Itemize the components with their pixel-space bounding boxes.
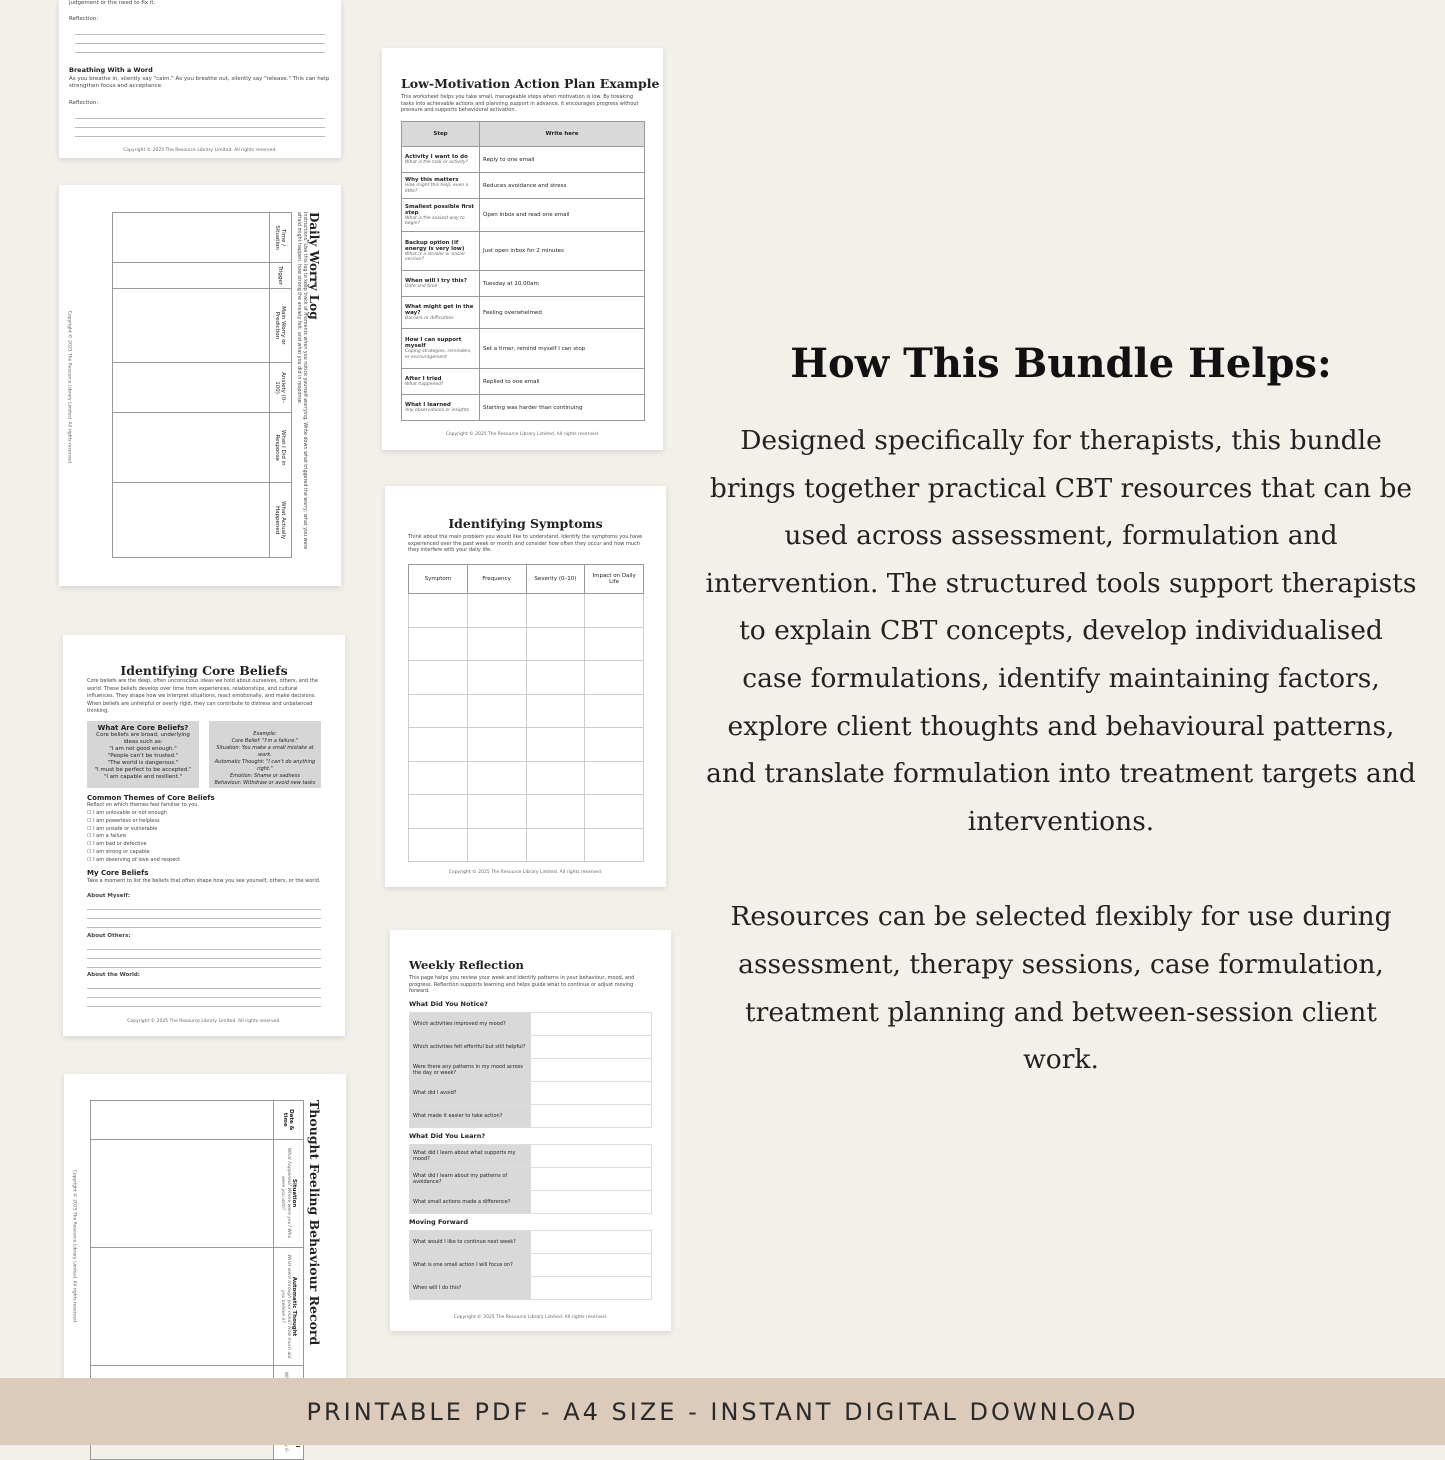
- checkbox-icon: ☐: [87, 848, 94, 855]
- action-plan-step: Backup option (if energy is very low): [405, 239, 465, 252]
- theme-label: I am unlovable or not enough: [93, 810, 168, 816]
- weekly-question-row: [410, 1082, 652, 1105]
- worry-log-column-header: Time / Situation: [270, 213, 292, 263]
- worry-log-column-header: Anxiety (0–100): [270, 362, 292, 412]
- core-beliefs-others-lines: [87, 941, 321, 968]
- core-beliefs-world-lines: [87, 980, 321, 1007]
- symptoms-cell: [467, 795, 526, 829]
- action-plan-answer: Reply to one email: [480, 147, 645, 173]
- breathing-top-text: judgement or the need to fix it.: [69, 0, 156, 6]
- weekly-answer-cell: [531, 1231, 652, 1254]
- tfb-column-sub: What went through your mind? How much did you believe it?: [280, 1254, 291, 1359]
- action-plan-page: [382, 48, 663, 450]
- weekly-question-row: [410, 1254, 652, 1277]
- action-plan-hint: Coping strategies, reminders, or encouragement: [405, 349, 472, 360]
- tfb-column-title: Situation: [291, 1179, 297, 1208]
- action-plan-step-cell: [402, 369, 480, 395]
- weekly-question-row: [410, 1191, 652, 1214]
- checkbox-icon: ☐: [87, 856, 94, 863]
- symptoms-cell: [409, 627, 468, 661]
- bundle-description: [705, 340, 1417, 1084]
- symptoms-cell: [409, 694, 468, 728]
- action-plan-hint: Any observations or insights: [405, 407, 469, 413]
- weekly-answer-cell: [531, 1082, 652, 1105]
- symptoms-cell: [585, 795, 644, 829]
- weekly-section-table: [409, 1230, 652, 1300]
- action-plan-row: [402, 395, 645, 421]
- weekly-title: Weekly Reflection: [409, 958, 524, 972]
- core-beliefs-themes-sub: Reflect on which themes feel familiar to you.: [87, 802, 200, 808]
- worry-log-column-header: What Actually Happened: [270, 483, 292, 558]
- theme-item: [87, 849, 287, 857]
- breathing-reflection-label-2: Reflection:: [69, 100, 99, 106]
- action-plan-step-cell: [402, 232, 480, 271]
- weekly-question-row: [410, 1013, 652, 1036]
- footer-banner: [0, 1378, 1445, 1445]
- theme-item: [87, 833, 287, 841]
- action-plan-step-cell: [402, 395, 480, 421]
- worry-log-cell: [113, 263, 270, 289]
- symptoms-cell: [585, 594, 644, 628]
- symptoms-title: Identifying Symptoms: [448, 516, 603, 531]
- action-plan-intro: This worksheet helps you take small, manageable steps when motivation is low. By breaking tasks into achievable actions and planning support in advance, it encourages progress without pressure and supports behavioural activation.: [401, 94, 639, 113]
- weekly-question: What did I learn about my patterns of avoidance?: [410, 1168, 531, 1191]
- action-plan-copyright: Copyright © 2025 The Resource Library Limited. All rights reserved.: [445, 432, 600, 437]
- action-plan-row: [402, 329, 645, 369]
- action-plan-step-cell: [402, 199, 480, 232]
- action-plan-hint: What is a smaller or easier version?: [405, 251, 466, 262]
- symptoms-column-header: Frequency: [467, 565, 526, 594]
- weekly-question: What would I like to continue next week?: [410, 1231, 531, 1254]
- core-belief-scenario-line: Emotion: Shame or sadness: [230, 773, 300, 779]
- weekly-section-table: [409, 1012, 652, 1128]
- tfb-record-page: [64, 1074, 346, 1378]
- action-plan-answer: Replied to one email: [480, 369, 645, 395]
- weekly-question: Were there any patterns in my mood across the day or week?: [410, 1059, 531, 1082]
- action-plan-hint: Barriers or difficulties: [405, 315, 454, 321]
- action-plan-step: Why this matters: [405, 177, 459, 183]
- weekly-question: When will I do this?: [410, 1277, 531, 1300]
- theme-label: I am strong or capable: [93, 848, 150, 855]
- worry-log-title: Daily Worry Log: [307, 212, 321, 320]
- core-belief-example-line: "The world is dangerous.": [107, 760, 179, 766]
- weekly-question: What is one small action I will focus on?: [410, 1254, 531, 1277]
- weekly-question: Which activities felt effortful but still helpful?: [410, 1036, 531, 1059]
- weekly-question-row: [410, 1105, 652, 1128]
- breathing-worksheet-page: [59, 0, 341, 158]
- breathing-reflection-label-1: Reflection:: [69, 16, 99, 22]
- symptoms-cell: [409, 661, 468, 695]
- symptoms-cell: [467, 661, 526, 695]
- symptoms-cell: [526, 761, 585, 795]
- core-beliefs-themes-title: Common Themes of Core Beliefs: [87, 794, 215, 802]
- core-beliefs-title: Identifying Core Beliefs: [120, 663, 288, 678]
- action-plan-step: Smallest possible first step: [405, 203, 475, 216]
- core-beliefs-about-world: About the World:: [87, 972, 141, 978]
- breathing-section-text: As you breathe in, silently say "calm." As you breathe out, silently say "release." This can help strengthen focus and acceptance.: [69, 76, 330, 89]
- worry-log-cell: [113, 362, 270, 412]
- action-plan-step-cell: [402, 147, 480, 173]
- symptoms-column-header: Severity (0–10): [526, 565, 585, 594]
- bundle-heading: How This Bundle Helps:: [790, 340, 1332, 387]
- weekly-question: What did I learn about what supports my mood?: [410, 1145, 531, 1168]
- symptoms-table: [408, 564, 644, 862]
- symptoms-column-header: Symptom: [409, 565, 468, 594]
- checkbox-icon: ☐: [87, 833, 94, 840]
- action-plan-step: What I learned: [405, 401, 451, 408]
- action-plan-hint: What happened?: [405, 381, 444, 387]
- weekly-question: Which activities improved my mood?: [410, 1013, 531, 1036]
- weekly-question-row: [410, 1059, 652, 1082]
- worry-log-rotated: [79, 212, 319, 560]
- symptoms-row: [409, 728, 644, 762]
- core-belief-example-line: "I must be perfect to be accepted.": [94, 767, 192, 773]
- symptoms-cell: [585, 661, 644, 695]
- theme-label: I am bad or defective: [93, 841, 147, 848]
- weekly-answer-cell: [531, 1168, 652, 1191]
- symptoms-cell: [585, 761, 644, 795]
- worry-log-cell: [113, 483, 270, 558]
- weekly-question: What made it easier to take action?: [410, 1105, 531, 1128]
- core-beliefs-intro: Core beliefs are the deep, often unconscious ideas we hold about ourselves, others, and the world. These beliefs develop over time from experiences, relationships, and cultural influences. They shape how we interpret situations, react emotionally, and make decisions. When beliefs are unhelpful or overly rigid, they can contribute to distress and unbalanced thinking.: [87, 678, 318, 714]
- action-plan-answer: Just open inbox for 2 minutes: [480, 232, 645, 271]
- bundle-paragraph-1: Designed specifically for therapists, this bundle brings together practical CBT resources that can be used across assessment, formulation and intervention. The structured tools support therapists to explain CBT concepts, develop individualised case formulations, identify maintaining factors, explore client thoughts and behavioural patterns, and translate formulation into treatment targets and interventions.: [705, 425, 1417, 837]
- symptoms-cell: [526, 694, 585, 728]
- symptoms-cell: [409, 828, 468, 862]
- symptoms-row: [409, 594, 644, 628]
- action-plan-title: Low-Motivation Action Plan Example: [401, 76, 660, 91]
- core-belief-scenario-line: Example:: [253, 731, 277, 737]
- symptoms-row: [409, 795, 644, 829]
- core-beliefs-info-box: [87, 721, 199, 788]
- tfb-column-sub: What happened? Where were you? Who were you with?: [280, 1147, 291, 1239]
- action-plan-answer: Open inbox and read one email: [480, 199, 645, 232]
- action-plan-answer: Feeling overwhelmed: [480, 297, 645, 329]
- worry-log-cell: [113, 413, 270, 483]
- core-belief-example-line: Core beliefs are broad, underlying ideas such as:: [96, 732, 190, 745]
- tfb-cell: [91, 1247, 274, 1365]
- weekly-section-title: What Did You Learn?: [409, 1132, 486, 1140]
- symptoms-cell: [467, 761, 526, 795]
- symptoms-cell: [585, 694, 644, 728]
- symptoms-cell: [585, 828, 644, 862]
- bundle-paragraph-2: Resources can be selected flexibly for use during assessment, therapy sessions, case formulation, treatment planning and between-session client work.: [730, 901, 1392, 1076]
- checkbox-icon: ☐: [87, 810, 94, 816]
- symptoms-copyright: Copyright © 2025 The Resource Library Limited. All rights reserved.: [448, 870, 603, 875]
- breathing-reflection-lines-1: [75, 26, 325, 53]
- theme-item: [87, 810, 287, 818]
- weekly-question-row: [410, 1145, 652, 1168]
- core-belief-scenario-line: Behaviour: Withdraw or avoid new tasks: [214, 780, 316, 786]
- symptoms-cell: [467, 728, 526, 762]
- symptoms-cell: [409, 728, 468, 762]
- worry-log-column-header: What I Did in Response: [270, 413, 292, 483]
- action-plan-step: Activity I want to do: [405, 153, 468, 160]
- checkbox-icon: ☐: [87, 817, 94, 824]
- weekly-sections: [409, 1000, 652, 1300]
- action-plan-answer: Reduces avoidance and stress: [480, 173, 645, 199]
- core-beliefs-my-sub: Take a moment to list the beliefs that often shape how you see yourself, others, or the world.: [87, 878, 321, 884]
- weekly-question-row: [410, 1168, 652, 1191]
- symptoms-cell: [467, 694, 526, 728]
- action-plan-row: [402, 369, 645, 395]
- theme-item: [87, 841, 287, 849]
- tfb-column-header: [274, 1139, 304, 1247]
- action-plan-header-write: Write here: [480, 122, 645, 147]
- weekly-section-table: [409, 1144, 652, 1214]
- symptoms-cell: [526, 828, 585, 862]
- theme-label: I am unsafe or vulnerable: [93, 825, 158, 832]
- tfb-cell: [91, 1139, 274, 1247]
- worry-log-cell: [113, 289, 270, 363]
- symptoms-column-header: Impact on Daily Life: [585, 565, 644, 594]
- symptoms-row: [409, 694, 644, 728]
- weekly-copyright: Copyright © 2025 The Resource Library Limited. All rights reserved.: [453, 1315, 608, 1320]
- weekly-reflection-page: [390, 930, 671, 1331]
- core-belief-scenario-line: Automatic Thought: "I can't do anything right.": [214, 759, 316, 772]
- core-beliefs-page: [63, 635, 345, 1036]
- core-belief-example-line: "People can't be trusted.": [107, 753, 179, 759]
- tfb-copyright: Copyright © 2025 The Resource Library Limited. All rights reserved.: [71, 1169, 77, 1324]
- weekly-answer-cell: [531, 1059, 652, 1082]
- action-plan-step: After I tried: [405, 375, 442, 382]
- weekly-answer-cell: [531, 1277, 652, 1300]
- weekly-question: What did I avoid?: [410, 1082, 531, 1105]
- action-plan-table: [401, 121, 645, 421]
- action-plan-header-step: Step: [402, 122, 480, 147]
- action-plan-row: [402, 297, 645, 329]
- symptoms-cell: [467, 594, 526, 628]
- symptoms-row: [409, 661, 644, 695]
- symptoms-cell: [409, 761, 468, 795]
- weekly-intro: This page helps you review your week and identify patterns in your behaviour, mood, and progress. Reflection supports learning and helps guide what to continue or adjust moving forward.: [409, 975, 635, 994]
- theme-item: [87, 857, 287, 865]
- worry-log-page: [59, 185, 341, 586]
- tfb-column-title: Date & time: [282, 1109, 295, 1131]
- weekly-section-title: What Did You Notice?: [409, 1000, 488, 1008]
- symptoms-cell: [467, 828, 526, 862]
- symptoms-cell: [467, 627, 526, 661]
- breathing-copyright: Copyright © 2025 The Resource Library Limited. All rights reserved.: [123, 148, 277, 153]
- core-beliefs-example-box: [209, 721, 321, 788]
- symptoms-cell: [526, 627, 585, 661]
- symptoms-row: [409, 627, 644, 661]
- action-plan-step: What might get in the way?: [405, 303, 474, 316]
- action-plan-hint: How might this help, even a little?: [405, 183, 469, 194]
- action-plan-answer: Starting was harder than continuing: [480, 395, 645, 421]
- symptoms-row: [409, 828, 644, 862]
- action-plan-step-cell: [402, 329, 480, 369]
- worry-log-column-header: Trigger: [270, 263, 292, 289]
- action-plan-hint: What is the task or activity?: [405, 159, 469, 165]
- core-beliefs-example-lines: [213, 725, 317, 787]
- core-beliefs-about-others: About Others:: [87, 933, 131, 939]
- symptoms-cell: [409, 795, 468, 829]
- theme-label: I am powerless or helpless: [93, 817, 160, 824]
- worry-log-column-header: Main Worry or Prediction: [270, 289, 292, 363]
- symptoms-row: [409, 761, 644, 795]
- action-plan-answer: Tuesday at 10.00am: [480, 271, 645, 297]
- checkbox-icon: ☐: [87, 825, 94, 832]
- weekly-answer-cell: [531, 1036, 652, 1059]
- core-beliefs-myself-lines: [87, 901, 321, 928]
- worry-log-table: [112, 212, 292, 558]
- action-plan-step-cell: [402, 297, 480, 329]
- breathing-reflection-lines-2: [75, 110, 325, 137]
- weekly-answer-cell: [531, 1191, 652, 1214]
- tfb-column-header: [274, 1247, 304, 1365]
- footer-text: PRINTABLE PDF - A4 SIZE - INSTANT DIGITAL DOWNLOAD: [306, 1397, 1139, 1426]
- symptoms-cell: [526, 661, 585, 695]
- symptoms-intro: Think about the main problem you would like to understand. Identify the symptoms you have experienced over the past week or month and consider how often they occur and how much they interfere with your daily life.: [408, 534, 643, 553]
- weekly-question-row: [410, 1277, 652, 1300]
- tfb-title: Thought Feeling Behaviour Record: [307, 1100, 322, 1346]
- core-belief-example-line: "I am capable and resilient.": [103, 774, 183, 780]
- worry-log-copyright: Copyright © 2025 The Resource Library Limited. All rights reserved.: [66, 310, 72, 465]
- checkbox-icon: ☐: [87, 841, 94, 848]
- symptoms-cell: [409, 594, 468, 628]
- weekly-section-title: Moving Forward: [409, 1218, 469, 1226]
- weekly-question-row: [410, 1231, 652, 1254]
- action-plan-hint: Date and time: [405, 283, 438, 289]
- worry-log-instructions: Instructions: Use this log to keep track of moments when you notice yourself worrying. Write down what triggered the worry, what you were afraid might happen, how strong the anxiety felt, and what you did in response.: [296, 212, 307, 550]
- core-beliefs-box-lines: [91, 732, 195, 781]
- action-plan-step: How I can support myself: [405, 337, 462, 349]
- symptoms-cell: [585, 728, 644, 762]
- core-belief-scenario-line: Core Belief: "I'm a failure.": [231, 738, 299, 744]
- core-belief-scenario-line: Situation: You make a small mistake at work.: [216, 745, 314, 758]
- action-plan-row: [402, 199, 645, 232]
- core-beliefs-copyright: Copyright © 2025 The Resource Library Limited. All rights reserved.: [127, 1019, 281, 1024]
- action-plan-row: [402, 232, 645, 271]
- weekly-answer-cell: [531, 1013, 652, 1036]
- theme-label: I am a failure: [93, 833, 127, 840]
- symptoms-cell: [526, 594, 585, 628]
- theme-item: [87, 826, 287, 834]
- core-belief-example-line: "I am not good enough.": [109, 746, 177, 752]
- theme-label: I am deserving of love and respect: [93, 856, 180, 863]
- core-beliefs-themes-list: [87, 810, 287, 865]
- action-plan-hint: What is the easiest way to begin?: [405, 215, 465, 226]
- core-beliefs-my-title: My Core Beliefs: [87, 869, 149, 877]
- symptoms-cell: [526, 728, 585, 762]
- weekly-answer-cell: [531, 1254, 652, 1277]
- tfb-column-header: [274, 1101, 304, 1140]
- worry-log-cell: [113, 213, 270, 263]
- action-plan-row: [402, 173, 645, 199]
- action-plan-row: [402, 271, 645, 297]
- symptoms-page: [385, 486, 666, 887]
- weekly-question: What small actions made a difference?: [410, 1191, 531, 1214]
- theme-item: [87, 818, 287, 826]
- tfb-cell: [91, 1101, 274, 1140]
- breathing-section-title: Breathing With a Word: [69, 66, 153, 74]
- action-plan-answer: Set a timer, remind myself I can stop: [480, 329, 645, 369]
- symptoms-cell: [585, 627, 644, 661]
- action-plan-step-cell: [402, 173, 480, 199]
- tfb-column-title: Automatic Thought: [291, 1276, 297, 1337]
- action-plan-row: [402, 147, 645, 173]
- weekly-answer-cell: [531, 1105, 652, 1128]
- core-beliefs-box-title: What Are Core Beliefs?: [97, 724, 189, 732]
- weekly-answer-cell: [531, 1145, 652, 1168]
- action-plan-step-cell: [402, 271, 480, 297]
- symptoms-cell: [526, 795, 585, 829]
- core-beliefs-about-myself: About Myself:: [87, 893, 130, 899]
- weekly-question-row: [410, 1036, 652, 1059]
- action-plan-step: When will I try this?: [405, 277, 467, 284]
